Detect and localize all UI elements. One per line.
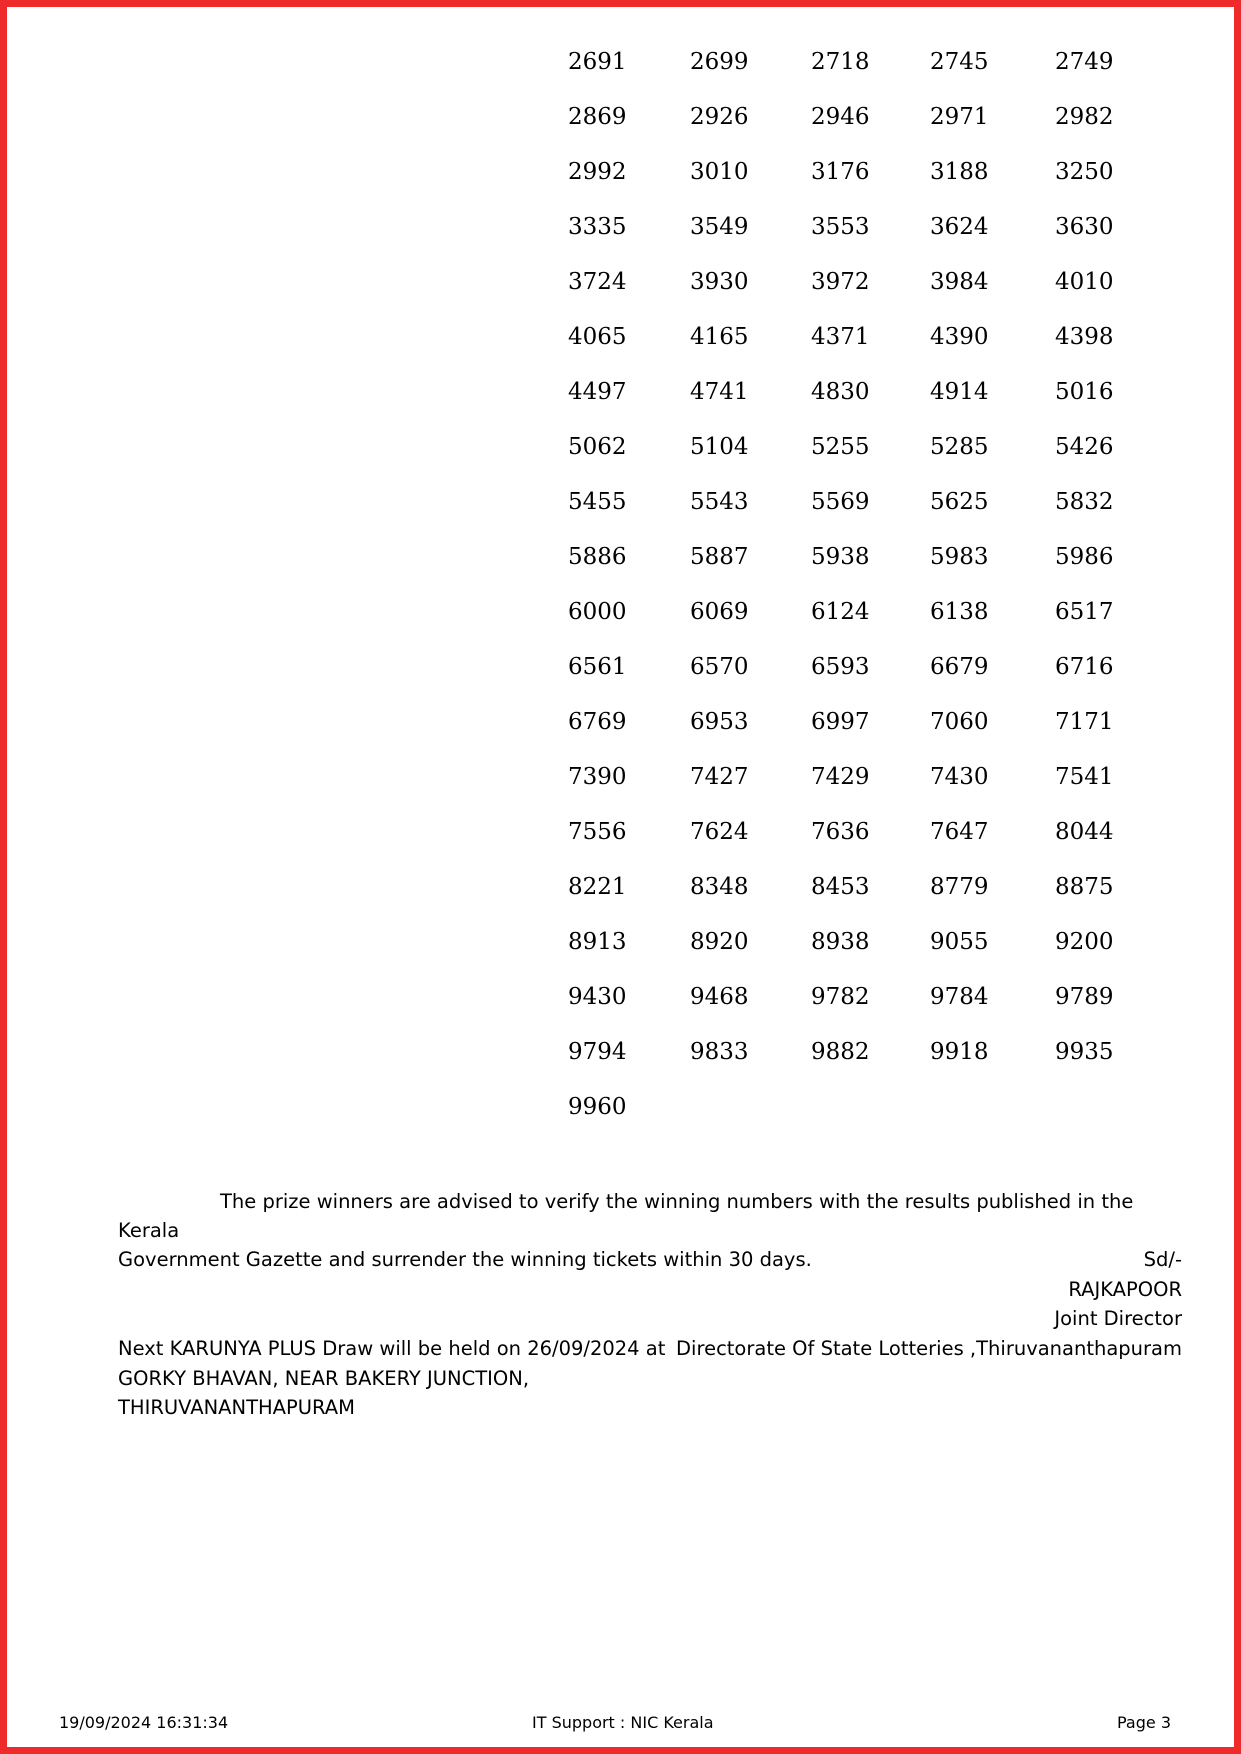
winning-number: 4165	[690, 324, 749, 350]
number-row	[568, 812, 1128, 867]
next-draw-line-1: Next KARUNYA PLUS Draw will be held on 26/09/2024 at	[118, 1337, 666, 1360]
number-row	[568, 317, 1128, 372]
winning-number: 4065	[568, 324, 627, 350]
winning-number: 8348	[690, 874, 749, 900]
winning-number: 6769	[568, 709, 627, 735]
winning-number: 5455	[568, 489, 627, 515]
winning-number: 7647	[930, 819, 989, 845]
winning-number: 5104	[690, 434, 749, 460]
winning-number: 2869	[568, 104, 627, 130]
footer-timestamp: 19/09/2024 16:31:34	[59, 1713, 229, 1732]
winning-number: 2926	[690, 104, 749, 130]
number-row	[568, 97, 1128, 152]
winning-number: 6517	[1055, 599, 1114, 625]
number-row	[568, 757, 1128, 812]
winning-number: 2691	[568, 49, 627, 75]
winning-number: 2982	[1055, 104, 1114, 130]
number-row	[568, 207, 1128, 262]
winning-number: 4371	[811, 324, 870, 350]
winning-number: 7427	[690, 764, 749, 790]
winning-number: 7171	[1055, 709, 1114, 735]
number-row	[568, 1032, 1128, 1087]
winning-number: 5426	[1055, 434, 1114, 460]
number-row	[568, 152, 1128, 207]
winning-number: 5255	[811, 434, 870, 460]
winning-number: 4741	[690, 379, 749, 405]
winning-number: 5062	[568, 434, 627, 460]
winning-number: 5625	[930, 489, 989, 515]
winning-number: 4398	[1055, 324, 1114, 350]
winning-number: 7060	[930, 709, 989, 735]
winning-number: 9935	[1055, 1039, 1114, 1065]
winning-number: 8913	[568, 929, 627, 955]
winning-number: 9784	[930, 984, 989, 1010]
number-row	[568, 427, 1128, 482]
winning-number: 7430	[930, 764, 989, 790]
winning-number: 6570	[690, 654, 749, 680]
number-row	[568, 482, 1128, 537]
winning-number: 5986	[1055, 544, 1114, 570]
winning-number: 2946	[811, 104, 870, 130]
winning-number: 6069	[690, 599, 749, 625]
signature-block	[676, 1245, 1182, 1363]
signature-sd: Sd/-	[1143, 1248, 1182, 1271]
winning-number: 7541	[1055, 764, 1114, 790]
winning-number: 2971	[930, 104, 989, 130]
winning-number: 3984	[930, 269, 989, 295]
winning-number: 9960	[568, 1094, 627, 1120]
winning-numbers-grid	[568, 42, 1128, 1142]
winning-number: 5569	[811, 489, 870, 515]
winning-number: 3176	[811, 159, 870, 185]
winning-number: 9918	[930, 1039, 989, 1065]
number-row	[568, 1087, 1128, 1142]
winning-number: 4497	[568, 379, 627, 405]
winning-number: 3250	[1055, 159, 1114, 185]
winning-number: 2745	[930, 49, 989, 75]
winning-number: 3553	[811, 214, 870, 240]
winning-number: 3972	[811, 269, 870, 295]
winning-number: 7624	[690, 819, 749, 845]
winning-number: 6561	[568, 654, 627, 680]
winning-number: 8938	[811, 929, 870, 955]
winning-number: 6953	[690, 709, 749, 735]
winning-number: 3624	[930, 214, 989, 240]
winning-number: 5832	[1055, 489, 1114, 515]
number-row	[568, 702, 1128, 757]
winning-number: 6716	[1055, 654, 1114, 680]
winning-number: 3188	[930, 159, 989, 185]
winning-number: 8920	[690, 929, 749, 955]
winning-number: 5983	[930, 544, 989, 570]
winning-number: 6124	[811, 599, 870, 625]
winning-number: 4914	[930, 379, 989, 405]
next-draw-line-3: THIRUVANANTHAPURAM	[118, 1396, 355, 1419]
number-row	[568, 977, 1128, 1032]
winning-number: 9055	[930, 929, 989, 955]
signatory-office: Directorate Of State Lotteries ,Thiruvananthapuram	[676, 1336, 1182, 1360]
winning-number: 3630	[1055, 214, 1114, 240]
winning-number: 8044	[1055, 819, 1114, 845]
signatory-name: RAJKAPOOR	[1068, 1277, 1182, 1301]
winning-number: 3010	[690, 159, 749, 185]
footer-page-number: Page 3	[1117, 1713, 1171, 1732]
number-row	[568, 647, 1128, 702]
winning-number: 9789	[1055, 984, 1114, 1010]
winning-number: 7390	[568, 764, 627, 790]
winning-number: 5938	[811, 544, 870, 570]
winning-number: 7429	[811, 764, 870, 790]
winning-number: 4830	[811, 379, 870, 405]
winning-number: 9782	[811, 984, 870, 1010]
winning-number: 4390	[930, 324, 989, 350]
winning-number: 8779	[930, 874, 989, 900]
winning-number: 6997	[811, 709, 870, 735]
winning-number: 3549	[690, 214, 749, 240]
number-row	[568, 42, 1128, 97]
winning-number: 5886	[568, 544, 627, 570]
winning-number: 6593	[811, 654, 870, 680]
winning-number: 4010	[1055, 269, 1114, 295]
winning-number: 5285	[930, 434, 989, 460]
signatory-designation: Joint Director	[1054, 1307, 1182, 1330]
winning-number: 5016	[1055, 379, 1114, 405]
next-draw-info	[118, 1334, 678, 1423]
number-row	[568, 537, 1128, 592]
winning-number: 2718	[811, 49, 870, 75]
notice-line-1	[118, 1187, 1166, 1245]
winning-number: 5887	[690, 544, 749, 570]
winning-number: 9882	[811, 1039, 870, 1065]
winning-number: 5543	[690, 489, 749, 515]
winning-number: 3724	[568, 269, 627, 295]
winning-number: 3335	[568, 214, 627, 240]
number-row	[568, 867, 1128, 922]
footer-it-support: IT Support : NIC Kerala	[532, 1713, 714, 1732]
winning-number: 8453	[811, 874, 870, 900]
winning-number: 7636	[811, 819, 870, 845]
winning-number: 8221	[568, 874, 627, 900]
winning-number: 6679	[930, 654, 989, 680]
number-row	[568, 592, 1128, 647]
number-row	[568, 262, 1128, 317]
winning-number: 2992	[568, 159, 627, 185]
next-draw-line-2: GORKY BHAVAN, NEAR BAKERY JUNCTION,	[118, 1366, 530, 1390]
notice-line-1-text: The prize winners are advised to verify the winning numbers with the results published in the Kerala	[118, 1190, 1134, 1242]
winning-number: 9200	[1055, 929, 1114, 955]
winning-number: 2749	[1055, 49, 1114, 75]
winning-number: 7556	[568, 819, 627, 845]
winning-number: 9833	[690, 1039, 749, 1065]
winning-number: 9468	[690, 984, 749, 1010]
notice-line-2: Government Gazette and surrender the winning tickets within 30 days.	[118, 1248, 812, 1271]
number-row	[568, 922, 1128, 977]
winning-number: 3930	[690, 269, 749, 295]
winning-number: 8875	[1055, 874, 1114, 900]
winning-number: 9794	[568, 1039, 627, 1065]
winning-number: 9430	[568, 984, 627, 1010]
winning-number: 6000	[568, 599, 627, 625]
winning-number: 6138	[930, 599, 989, 625]
winning-number: 2699	[690, 49, 749, 75]
number-row	[568, 372, 1128, 427]
